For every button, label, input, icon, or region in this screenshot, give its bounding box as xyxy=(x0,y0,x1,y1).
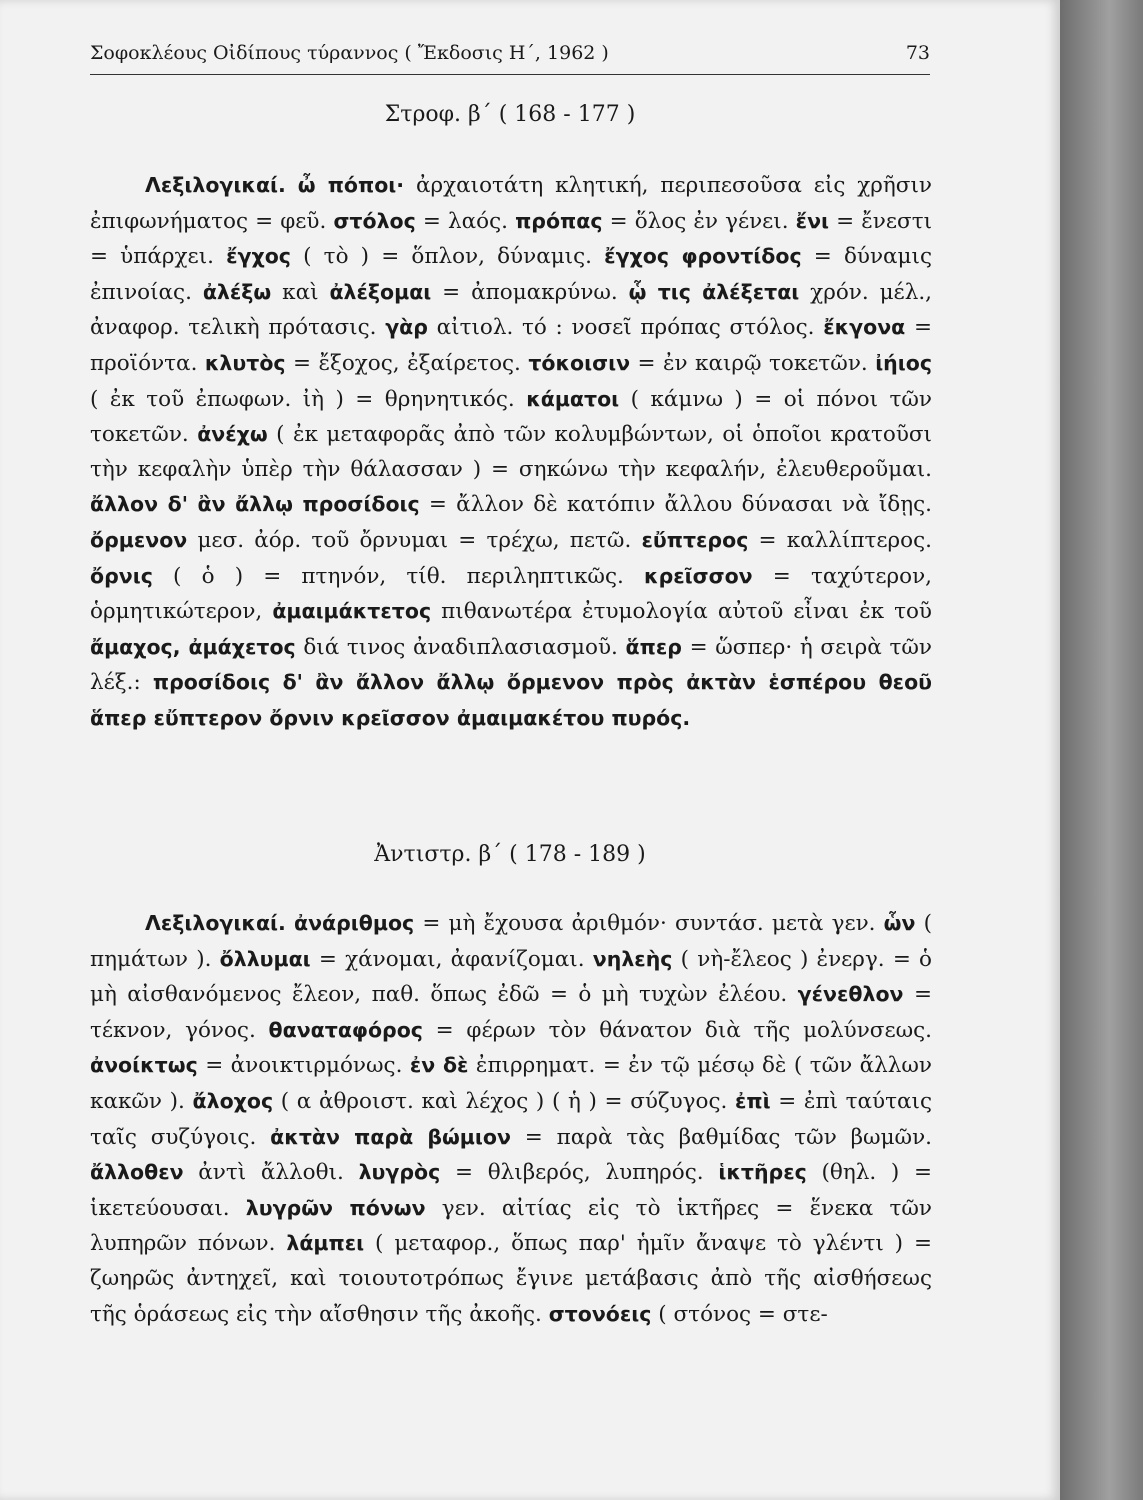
gloss-text: ( στόνος = στε- xyxy=(651,1301,828,1327)
gloss-text: πιθανωτέρα ἐτυμολογία αὐτοῦ εἶναι ἐκ τοῦ xyxy=(431,599,932,625)
lemma-term: ἐπὶ xyxy=(734,1088,771,1113)
lemma-term: λυγρὸς xyxy=(358,1160,441,1185)
gloss-text: ( μεταφορ., ὅπως παρ' ἡμῖν ἄναψε τὸ γλέντι ) = ζωηρῶς ἀντηχεῖ, καὶ τοιουτοτρόπως ἔγινε μετάβασις ἀπὸ τῆς αἰσθήσεως τῆς ὁράσεως εἰς τὴν αἴσθησιν τῆς ἀκοῆς. xyxy=(90,1231,932,1327)
lemma-term: κάματοι xyxy=(526,386,620,411)
lemma-term: ἀνέχω xyxy=(197,422,268,447)
lemma-term: ἀνάριθμος xyxy=(293,911,415,935)
gloss-text: = θλιβερός, λυπηρός. xyxy=(440,1160,719,1186)
lemma-term: ἀνοίκτως xyxy=(90,1053,198,1078)
lemma-term: ἄλλον δ' ἂν ἄλλῳ προσίδοις xyxy=(90,492,420,517)
gloss-text: = φέρων τὸν θάνατον διὰ τῆς μολύνσεως. xyxy=(422,1017,932,1043)
book-spine-edge xyxy=(1060,0,1143,1500)
gloss-text: = ἀπομακρύνω. xyxy=(431,279,629,305)
lemma-term: ἄλλοθεν xyxy=(90,1160,184,1185)
gloss-text: = ὅλος ἐν γένει. xyxy=(602,208,796,234)
gloss-text: = ἔνεστι = ὑπάρχει. xyxy=(90,208,933,270)
lemma-term: γένεθλον xyxy=(797,982,904,1007)
lemma-term: Λεξιλογικαί. xyxy=(145,911,286,935)
lemma-term: γὰρ xyxy=(385,315,428,340)
lemma-term: ὄρμενον xyxy=(90,527,188,552)
lemma-term: εὔπτερος xyxy=(641,527,749,552)
gloss-text: ( κάμνω ) = οἱ πόνοι τῶν τοκετῶν. xyxy=(90,386,932,448)
gloss-text: χρόν. μέλ., ἀναφορ. τελικὴ πρότασις. xyxy=(90,279,932,341)
gloss-text: = ἄλλον δὲ κατόπιν ἄλλου δύνασαι νὰ ἴδῃς. xyxy=(419,492,932,518)
lemma-term: ἰήιος xyxy=(875,350,932,375)
lemma-term: Λεξιλογικαί. xyxy=(145,173,286,197)
lemma-term: ὧν xyxy=(883,911,916,935)
lemma-term: ἀμαιμάκτετος xyxy=(272,599,432,624)
gloss-text: αἰτιολ. τό : νοσεῖ πρόπας στόλος. xyxy=(427,315,824,341)
lemma-term: ἔνι xyxy=(795,208,830,233)
lemma-term: ἀλέξομαι xyxy=(329,279,432,304)
running-title: Σοφοκλέους Οἰδίπους τύραννος ( Ἔκδοσις Η΄, 1962 ) xyxy=(90,42,609,64)
lemma-term: ὦ πόποι· xyxy=(297,173,405,197)
gloss-text: μεσ. ἀόρ. τοῦ ὄρνυμαι = τρέχω, πετῶ. xyxy=(187,527,642,553)
gloss-text: = ἐπὶ ταύταις ταῖς συζύγοις. xyxy=(90,1088,933,1150)
gloss-text: διά τινος ἀναδιπλασιασμοῦ. xyxy=(295,634,626,660)
antistrophe-glossary xyxy=(90,906,932,1332)
lemma-term: θαναταφόρος xyxy=(268,1017,423,1042)
lemma-term: ἄλοχος xyxy=(192,1088,274,1113)
gloss-text: καὶ xyxy=(271,279,330,305)
lemma-term: ὄλλυμαι xyxy=(219,946,311,971)
strophe-paragraph xyxy=(90,168,932,737)
lemma-term: στονόεις xyxy=(548,1301,652,1326)
gloss-text: ( πημάτων ). xyxy=(90,911,932,972)
gloss-text: ( νὴ-ἔλεος ) ἐνεργ. = ὁ μὴ αἰσθανόμενος ἔλεον, παθ. ὅπως ἐδῶ = ὁ μὴ τυχὼν ἐλέου. xyxy=(90,946,932,1008)
lemma-term: ἔγχος xyxy=(226,244,291,269)
gloss-text: = ταχύτερον, ὁρμητικώτερον, xyxy=(90,563,932,625)
gloss-text: = ἀνοικτιρμόνως. xyxy=(197,1053,410,1079)
gloss-text: γεν. αἰτίας εἰς τὸ ἱκτῆρες = ἕνεκα τῶν λυπηρῶν πόνων. xyxy=(90,1195,932,1257)
gloss-text: = καλλίπτερος. xyxy=(748,527,932,553)
lemma-term: ἔκγονα xyxy=(823,315,906,340)
lemma-term: ἀκτὰν παρὰ βώμιον xyxy=(270,1124,511,1149)
gloss-text xyxy=(286,173,298,198)
lemma-term: στόλος xyxy=(333,208,416,233)
gloss-text: ( ὁ ) = πτηνόν, τίθ. περιληπτικῶς. xyxy=(152,563,644,589)
gloss-text: ἀντὶ ἄλλοθι. xyxy=(183,1160,359,1186)
lemma-term: πρόπας xyxy=(515,208,603,233)
lemma-term: ᾧ τις ἀλέξεται xyxy=(628,279,800,304)
lemma-term: νηλεὴς xyxy=(592,946,673,971)
lemma-term: ἄμαχος, ἀμάχετος xyxy=(90,634,296,659)
gloss-text: = μὴ ἔχουσα ἀριθμόν· συντάσ. μετὰ γεν. xyxy=(414,911,884,936)
lemma-term: ἐν δὲ xyxy=(409,1053,469,1078)
lemma-term: ἔγχος φροντίδος xyxy=(604,244,802,269)
gloss-text: = χάνομαι, ἀφανίζομαι. xyxy=(310,946,593,972)
lemma-term: κλυτὸς xyxy=(204,350,286,375)
gloss-text: ( τὸ ) = ὅπλον, δύναμις. xyxy=(290,244,605,270)
gloss-text: = προϊόντα. xyxy=(90,315,932,376)
lemma-term: τόκοισιν xyxy=(528,350,631,375)
lemma-term: ἅπερ xyxy=(625,634,682,659)
lemma-term: λάμπει xyxy=(286,1231,365,1256)
gloss-text xyxy=(286,911,294,936)
gloss-text: ( ἐκ τοῦ ἐπωφων. ἰὴ ) = θρηνητικός. xyxy=(90,386,527,412)
gloss-text: ἀρχαιοτάτη κλητική, περιπεσοῦσα εἰς χρῆσιν ἐπιφωνήματος = φεῦ. xyxy=(90,173,932,234)
strophe-glossary xyxy=(90,168,932,737)
gloss-text: = λαός. xyxy=(415,208,516,234)
lemma-term: ἱκτῆρες xyxy=(718,1160,807,1185)
gloss-text: = τέκνον, γόνος. xyxy=(90,982,932,1043)
page-header xyxy=(90,40,930,75)
antistrophe-title: Ἀντιστρ. β΄ ( 178 - 189 ) xyxy=(374,842,646,867)
strophe-title: Στροφ. β΄ ( 168 - 177 ) xyxy=(384,102,636,127)
gloss-text: = παρὰ τὰς βαθμίδας τῶν βωμῶν. xyxy=(510,1124,932,1150)
lemma-term: κρεῖσσον xyxy=(644,563,753,588)
lemma-term: λυγρῶν πόνων xyxy=(245,1195,426,1220)
gloss-text: ( ἐκ μεταφορᾶς ἀπὸ τῶν κολυμβώντων, οἱ ὁποῖοι κρατοῦσι τὴν κεφαλὴν ὑπὲρ τὴν θάλασσαν ) = σηκώνω τὴν κεφαλήν, ἐλευθεροῦμαι. xyxy=(90,422,932,482)
gloss-text: ( α ἀθροιστ. καὶ λέχος ) ( ἡ ) = σύζυγος. xyxy=(273,1088,735,1114)
lemma-term: ὄρνις xyxy=(90,563,153,588)
lemma-term: ἀλέξω xyxy=(202,279,272,304)
page-number: 73 xyxy=(905,42,930,64)
lemma-term: προσίδοις δ' ἂν ἄλλον ἄλλῳ ὄρμενον πρὸς ἀκτὰν ἑσπέρου θεοῦ ἅπερ εὔπτερον ὄρνιν κρεῖσσον ἀμαιμακέτου πυρός. xyxy=(90,670,932,730)
gloss-text: = ἔξοχος, ἐξαίρετος. xyxy=(285,350,529,376)
gloss-text: ἐπιρρηματ. = ἐν τῷ μέσῳ δὲ ( τῶν ἄλλων κακῶν ). xyxy=(90,1053,933,1114)
gloss-text: = δύναμις ἐπινοίας. xyxy=(90,244,932,305)
gloss-text: (θηλ. ) = ἱκετεύουσαι. xyxy=(90,1160,933,1221)
antistrophe-paragraph xyxy=(90,906,932,1332)
gloss-text: = ἐν καιρῷ τοκετῶν. xyxy=(630,350,876,376)
gloss-text: = ὥσπερ· ἡ σειρὰ τῶν λέξ.: xyxy=(90,634,932,696)
